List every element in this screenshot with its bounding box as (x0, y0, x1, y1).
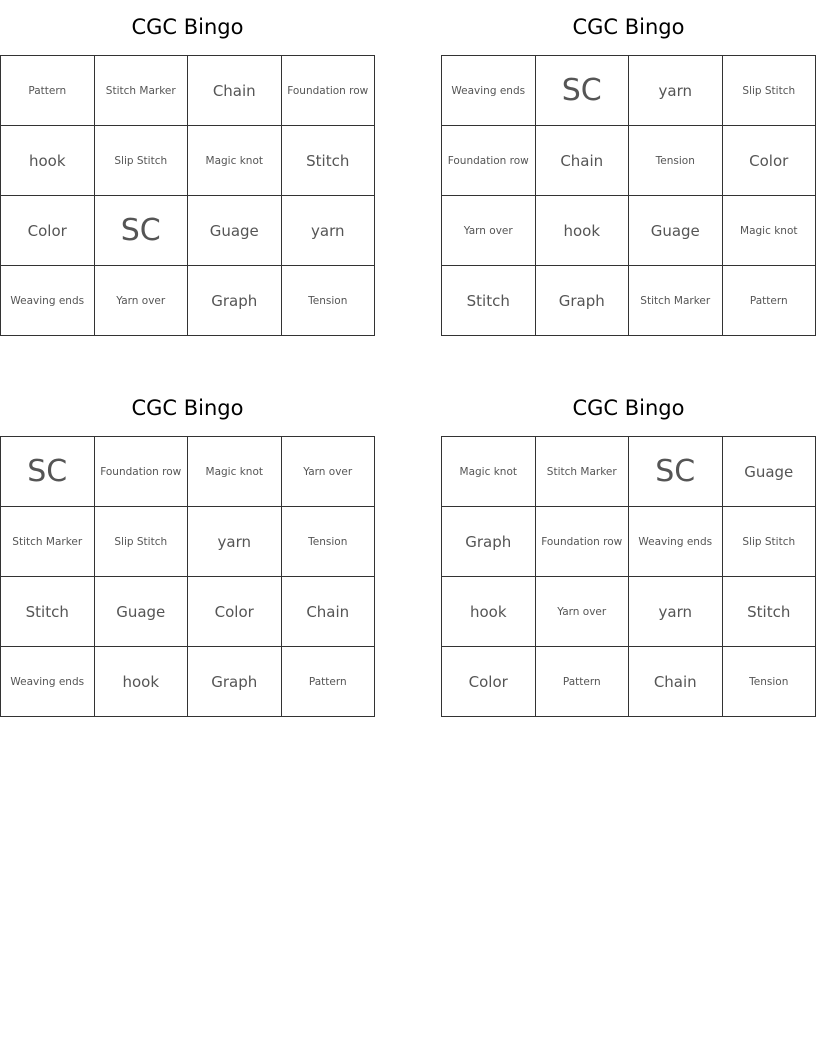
bingo-cell: Guage (95, 577, 189, 647)
bingo-cell: Stitch Marker (629, 266, 723, 336)
bingo-cell: Color (188, 577, 282, 647)
bingo-cell: Pattern (1, 56, 95, 126)
bingo-cell: Tension (723, 647, 816, 717)
bingo-cell: Stitch Marker (1, 507, 95, 577)
bingo-card-2 (441, 0, 816, 336)
bingo-cell: hook (536, 196, 630, 266)
bingo-cell: Pattern (282, 647, 376, 717)
bingo-cell: Foundation row (536, 507, 630, 577)
bingo-cell: SC (536, 56, 630, 126)
bingo-cell: Magic knot (188, 437, 282, 507)
bingo-cell: Stitch (723, 577, 816, 647)
bingo-card-4 (441, 381, 816, 717)
bingo-cell: hook (1, 126, 95, 196)
bingo-cell: Chain (629, 647, 723, 717)
bingo-cell: Magic knot (188, 126, 282, 196)
bingo-cell: Slip Stitch (95, 126, 189, 196)
bingo-grid (0, 55, 375, 336)
bingo-cell: Foundation row (95, 437, 189, 507)
bingo-cell: hook (442, 577, 536, 647)
bingo-cell: Magic knot (442, 437, 536, 507)
bingo-cell: hook (95, 647, 189, 717)
bingo-cell: Color (442, 647, 536, 717)
bingo-grid (441, 55, 816, 336)
bingo-cell: Tension (282, 266, 376, 336)
bingo-cell: yarn (629, 56, 723, 126)
card-title: CGC Bingo (572, 396, 685, 420)
bingo-cell: Stitch (1, 577, 95, 647)
bingo-cell: Slip Stitch (95, 507, 189, 577)
bingo-cell: SC (629, 437, 723, 507)
bingo-cell: Pattern (723, 266, 816, 336)
bingo-cell: SC (1, 437, 95, 507)
bingo-cell: Stitch (442, 266, 536, 336)
bingo-cell: Yarn over (442, 196, 536, 266)
bingo-cell: Foundation row (282, 56, 376, 126)
bingo-cell: Stitch Marker (536, 437, 630, 507)
bingo-cell: Graph (188, 647, 282, 717)
bingo-card-1 (0, 0, 375, 336)
bingo-cell: Weaving ends (1, 266, 95, 336)
bingo-card-3 (0, 381, 375, 717)
card-title: CGC Bingo (131, 15, 244, 39)
bingo-cell: Weaving ends (442, 56, 536, 126)
bingo-cell: yarn (188, 507, 282, 577)
bingo-cell: Graph (442, 507, 536, 577)
bingo-cell: Tension (629, 126, 723, 196)
bingo-cell: Weaving ends (1, 647, 95, 717)
bingo-cell: Foundation row (442, 126, 536, 196)
bingo-cell: Chain (282, 577, 376, 647)
bingo-cell: Pattern (536, 647, 630, 717)
bingo-cell: Yarn over (536, 577, 630, 647)
bingo-cell: Guage (723, 437, 816, 507)
bingo-cell: Magic knot (723, 196, 816, 266)
bingo-cell: SC (95, 196, 189, 266)
bingo-cell: Stitch Marker (95, 56, 189, 126)
bingo-cell: Yarn over (282, 437, 376, 507)
bingo-cell: Guage (629, 196, 723, 266)
bingo-cell: Slip Stitch (723, 507, 816, 577)
bingo-cell: Graph (536, 266, 630, 336)
bingo-cell: Color (723, 126, 816, 196)
card-title: CGC Bingo (572, 15, 685, 39)
bingo-cell: Chain (536, 126, 630, 196)
bingo-cell: Stitch (282, 126, 376, 196)
bingo-cell: yarn (282, 196, 376, 266)
bingo-cell: Chain (188, 56, 282, 126)
bingo-cell: Slip Stitch (723, 56, 816, 126)
bingo-cell: Color (1, 196, 95, 266)
bingo-cell: Tension (282, 507, 376, 577)
bingo-cell: Weaving ends (629, 507, 723, 577)
card-title: CGC Bingo (131, 396, 244, 420)
bingo-cell: yarn (629, 577, 723, 647)
bingo-cell: Guage (188, 196, 282, 266)
bingo-grid (0, 436, 375, 717)
bingo-grid (441, 436, 816, 717)
bingo-cell: Yarn over (95, 266, 189, 336)
bingo-cell: Graph (188, 266, 282, 336)
